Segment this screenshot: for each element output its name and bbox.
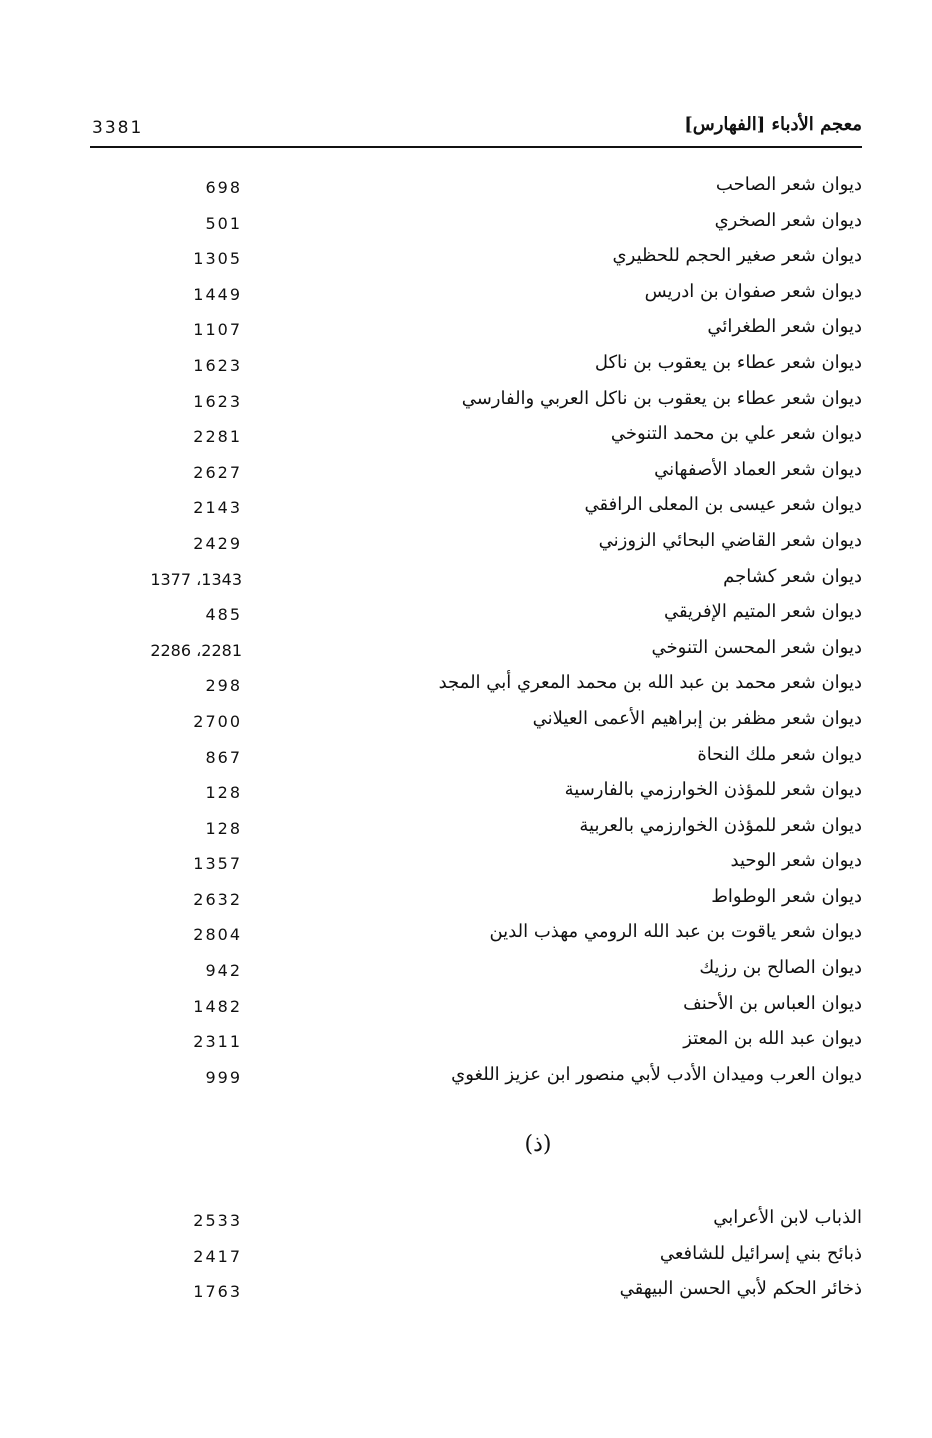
entry-title: ديوان شعر الوطواط: [711, 885, 862, 907]
index-list: [90, 172, 862, 1097]
index-entry: [90, 991, 862, 1027]
entry-title: ديوان شعر للمؤذن الخوارزمي بالفارسية: [564, 779, 862, 801]
entry-pages: 867: [205, 747, 242, 767]
entry-pages: 1343، 1377: [150, 569, 242, 589]
entry-pages: 698: [205, 178, 242, 197]
entry-title: ديوان شعر محمد بن عبد الله بن محمد المعري أبي المجد: [438, 672, 862, 694]
entry-pages: 2143: [193, 498, 242, 518]
entry-title: ذبائح بني إسرائيل للشافعي: [659, 1242, 862, 1264]
entry-title: ديوان شعر القاضي البحائي الزوزني: [598, 529, 862, 551]
entry-title: ديوان شعر الوحيد: [730, 850, 862, 872]
entry-pages: 485: [205, 605, 242, 625]
entry-title: ديوان الصالح بن رزيك: [699, 957, 862, 979]
entry-title: ديوان العرب وميدان الأدب لأبي منصور ابن عزيز اللغوي: [451, 1063, 862, 1085]
entry-title: ديوان شعر ملك النحاة: [697, 743, 862, 765]
running-title: معجم الأدباء [الفهارس]: [684, 114, 862, 135]
index-entry: [90, 706, 862, 742]
entry-title: الذباب لابن الأعرابي: [713, 1207, 862, 1228]
entry-pages: 2804: [193, 925, 242, 945]
entry-pages: 1305: [193, 249, 242, 269]
index-entry: [90, 813, 862, 849]
entry-title: ديوان شعر الصاحب: [715, 174, 862, 195]
entry-title: ديوان شعر المتيم الإفريقي: [663, 601, 862, 623]
index-entry: [90, 279, 862, 315]
index-entry: [90, 421, 862, 457]
index-entry: [90, 457, 862, 493]
index-entry: [90, 243, 862, 279]
entry-pages: 2311: [193, 1032, 242, 1052]
index-entry: [90, 386, 862, 422]
index-entry: [90, 1062, 862, 1098]
entry-title: ديوان شعر ياقوت بن عبد الله الرومي مهذب الدين: [489, 921, 862, 943]
page-number: 3381: [92, 118, 144, 138]
index-entry: [90, 670, 862, 706]
index-entry: [90, 208, 862, 244]
entry-pages: 2632: [193, 889, 242, 909]
entry-title: ديوان العباس بن الأحنف: [683, 992, 862, 1014]
index-entry: [90, 172, 862, 208]
entry-pages: 128: [205, 818, 242, 838]
entry-pages: 298: [205, 676, 242, 696]
index-entry: [90, 599, 862, 635]
entry-title: ديوان شعر الطغرائي: [707, 316, 862, 338]
entry-pages: 2533: [193, 1211, 242, 1230]
entry-pages: 1623: [193, 355, 242, 375]
entry-pages: 2429: [193, 533, 242, 553]
index-entry: [90, 1205, 862, 1241]
entry-pages: 128: [205, 783, 242, 803]
entry-pages: 2281، 2286: [150, 640, 242, 660]
index-entry: [90, 1026, 862, 1062]
entry-title: ديوان شعر العماد الأصفهاني: [654, 458, 862, 480]
index-entry: [90, 635, 862, 671]
index-entry: [90, 528, 862, 564]
index-entry: [90, 492, 862, 528]
entry-title: ديوان شعر مظفر بن إبراهيم الأعمى العيلاني: [532, 707, 862, 729]
entry-pages: 1763: [193, 1282, 242, 1302]
entry-pages: 1449: [193, 284, 242, 304]
index-entry: [90, 314, 862, 350]
entry-title: ديوان شعر صفوان بن ادريس: [644, 280, 862, 302]
index-list-dhal: [90, 1205, 862, 1312]
entry-pages: 1357: [193, 854, 242, 874]
entry-pages: 2627: [193, 462, 242, 482]
entry-title: ديوان شعر كشاجم: [723, 565, 862, 587]
entry-title: ذخائر الحكم لأبي الحسن البيهقي: [619, 1278, 862, 1300]
entry-title: ديوان شعر الصخري: [714, 209, 862, 231]
entry-title: ديوان شعر المحسن التنوخي: [651, 636, 862, 658]
entry-pages: 2281: [193, 427, 242, 447]
index-entry: [90, 1276, 862, 1312]
entry-pages: 1107: [193, 320, 242, 340]
entry-title: ديوان شعر علي بن محمد التنوخي: [610, 423, 862, 445]
index-entry: [90, 777, 862, 813]
index-entry: [90, 848, 862, 884]
entry-pages: 2417: [193, 1246, 242, 1266]
index-entry: [90, 919, 862, 955]
entry-pages: 501: [205, 213, 242, 233]
entry-pages: 942: [205, 961, 242, 981]
index-entry: [90, 742, 862, 778]
index-entry: [90, 884, 862, 920]
section-heading: (ذ): [524, 1132, 552, 1157]
entry-title: ديوان شعر عيسى بن المعلى الرافقي: [584, 494, 862, 516]
entry-pages: 999: [205, 1067, 242, 1087]
entry-pages: 2700: [193, 711, 242, 731]
index-entry: [90, 1241, 862, 1277]
entry-pages: 1482: [193, 996, 242, 1016]
entry-pages: 1623: [193, 391, 242, 411]
entry-title: ديوان عبد الله بن المعتز: [683, 1028, 862, 1050]
entry-title: ديوان شعر عطاء بن يعقوب بن ناكل: [594, 351, 862, 373]
page-header: [90, 110, 862, 148]
index-entry: [90, 955, 862, 991]
entry-title: ديوان شعر للمؤذن الخوارزمي بالعربية: [579, 814, 862, 836]
index-entry: [90, 350, 862, 386]
entry-title: ديوان شعر عطاء بن يعقوب بن ناكل العربي والفارسي: [461, 387, 862, 409]
entry-title: ديوان شعر صغير الحجم للحظيري: [612, 245, 862, 267]
index-entry: [90, 564, 862, 600]
